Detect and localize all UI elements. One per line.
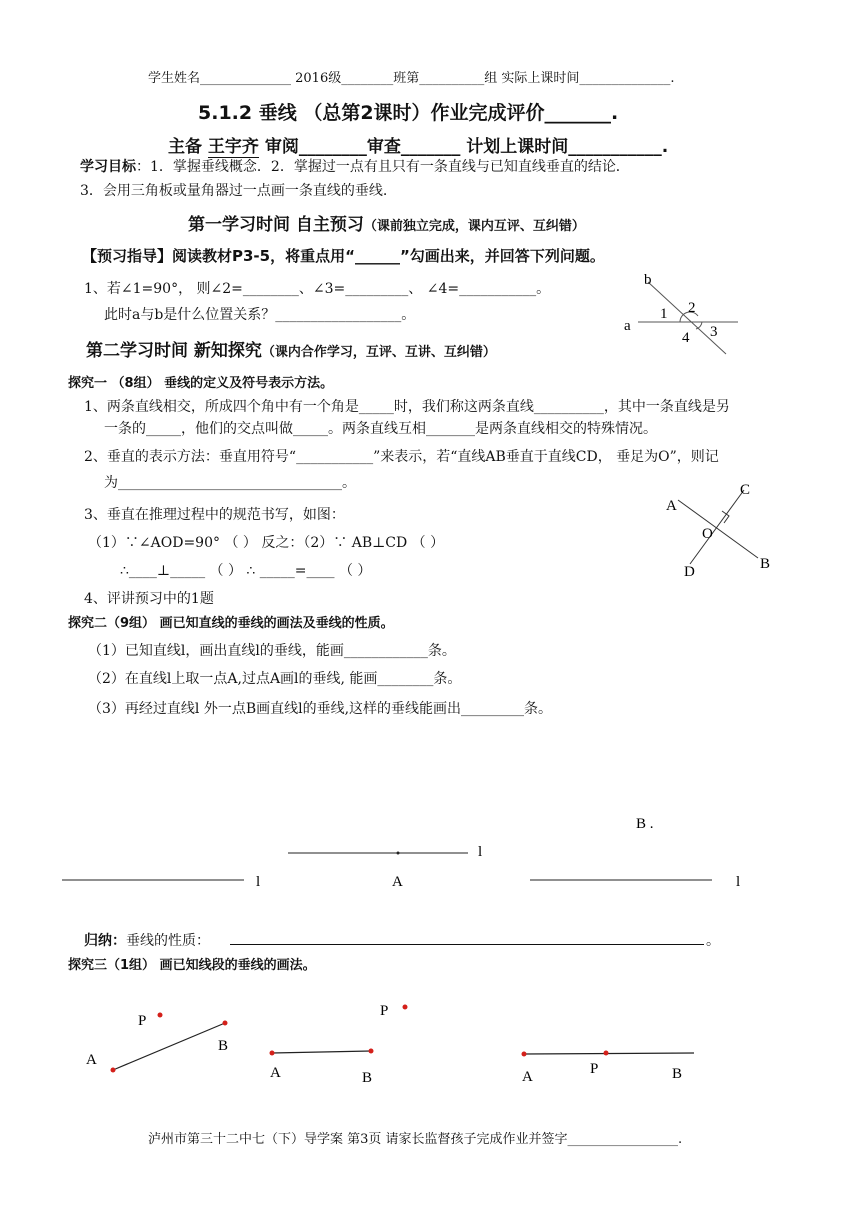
fig1-label-2: 2	[688, 300, 696, 316]
figure-angles	[618, 272, 748, 362]
fig3-label-B: B .	[636, 816, 654, 832]
section1-heading	[188, 210, 585, 235]
summary-end: 。	[706, 933, 720, 949]
explore1-p3b: ∴____⊥_____ （ ） ∴ _____=____ （ ）	[120, 563, 372, 579]
explore1-p3: 3、垂直在推理过程中的规范书写，如图：	[84, 507, 345, 523]
fig4-point-A2	[270, 1051, 275, 1056]
fig2-label-C: C	[740, 482, 751, 498]
section1-title: 第一学习时间 自主预习	[188, 215, 364, 235]
fig1-label-b: b	[644, 272, 652, 288]
section2-heading	[86, 336, 496, 361]
fig4-point-P1	[158, 1013, 163, 1018]
fig4-label-B3: B	[672, 1066, 683, 1082]
fig2-label-A: A	[666, 498, 677, 514]
explore2-title: 探究二（9组） 画已知直线的垂线的画法及垂线的性质。	[68, 616, 394, 631]
goals-line1	[80, 156, 630, 176]
explore1-p2b: 为________________________________。	[104, 475, 356, 491]
section2-note: （课内合作学习，互评、互讲、互纠错）	[261, 345, 496, 360]
fig1-label-3: 3	[710, 324, 718, 340]
explore1-p2a: 2、垂直的表示方法：垂直用符号“___________”来表示，若“直线AB垂直于直线CD， 垂足为O”，则记	[84, 449, 719, 465]
summary	[84, 930, 210, 950]
question-1: 1、若∠1=90°， 则∠2=________、∠3=_________、 ∠4=___________。	[84, 281, 551, 297]
fig1-label-a: a	[624, 318, 631, 334]
subtitle-prefix: 主备	[168, 137, 202, 157]
explore1-title: 探究一 （8组） 垂线的定义及符号表示方法。	[68, 376, 334, 391]
subtitle-author: 王宇齐	[207, 137, 259, 157]
footer-line: 泸州市第三十二中七（下）导学案 第3页 请家长监督孩子完成作业并签字_________________.	[148, 1132, 683, 1147]
explore1-p1b: 一条的_____，他们的交点叫做_____。两条直线互相_______是两条直线相交的特殊情况。	[104, 421, 657, 437]
explore1-p4: 4、评讲预习中的1题	[84, 591, 214, 607]
summary-blank	[230, 944, 704, 945]
subtitle	[168, 132, 668, 157]
goals-label: 学习目标	[80, 159, 136, 175]
fig4-label-A3: A	[522, 1069, 533, 1085]
question-1b: 此时a与b是什么位置关系？__________________。	[104, 307, 416, 323]
fig2-label-B: B	[760, 556, 771, 572]
figure-segments	[0, 990, 860, 1100]
preview-guide: 【预习指导】阅读教材P3-5，将重点用“______”勾画出来，并回答下列问题。	[82, 247, 605, 265]
explore2-q2: （2）在直线l上取一点A,过点A画l的垂线, 能画________条。	[88, 671, 462, 687]
fig4-label-A1: A	[86, 1052, 97, 1068]
page-title: 5.1.2 垂线 （总第2课时）作业完成评价_______.	[198, 102, 619, 124]
fig4-label-A2: A	[270, 1065, 281, 1081]
section1-note: （课前独立完成，课内互评、互纠错）	[363, 219, 585, 234]
fig2-label-O: O	[702, 526, 713, 542]
goals-line2: 3．会用三角板或量角器过一点画一条直线的垂线.	[80, 183, 388, 199]
explore2-q3: （3）再经过直线l 外一点B画直线l的垂线,这样的垂线能画出_________条。	[88, 701, 553, 717]
fig4-point-P2	[403, 1005, 408, 1010]
explore1-p3a: （1）∵∠AOD=90° （ ） 反之：（2）∵ AB⊥CD （ ）	[88, 535, 445, 551]
fig4-point-A3	[522, 1052, 527, 1057]
fig3-label-l3: l	[736, 874, 741, 890]
figure-lines-l	[0, 800, 860, 900]
fig4-point-B2	[369, 1049, 374, 1054]
fig1-label-4: 4	[682, 330, 690, 346]
explore1-p1a: 1、两条直线相交，所成四个角中有一个角是_____时，我们称这两条直线__________，其中一条直线是另	[84, 399, 730, 415]
fig1-label-1: 1	[660, 306, 668, 322]
fig4-label-P3: P	[590, 1061, 599, 1077]
explore3-title: 探究三（1组） 画已知线段的垂线的画法。	[68, 958, 316, 973]
subtitle-rest: 审阅________审查_______ 计划上课时间___________.	[264, 137, 669, 157]
fig4-point-P3	[604, 1051, 609, 1056]
summary-text: 垂线的性质：	[126, 933, 210, 949]
fig4-label-P1: P	[138, 1013, 147, 1029]
fig4-label-P2: P	[380, 1003, 389, 1019]
goals-text1: ：1．掌握垂线概念．2．掌握过一点有且只有一条直线与已知直线垂直的结论．	[136, 159, 630, 175]
fig2-label-D: D	[684, 564, 695, 580]
fig4-label-B1: B	[218, 1038, 229, 1054]
fig4-point-A1	[111, 1068, 116, 1073]
fig3-point-A	[397, 852, 400, 855]
figure-perpendicular	[660, 480, 780, 580]
explore2-q1: （1）已知直线l，画出直线l的垂线，能画____________条。	[88, 643, 456, 659]
fig3-label-l2: l	[478, 844, 483, 860]
summary-label: 归纳：	[84, 933, 126, 949]
fig3-label-A: A	[392, 874, 403, 890]
section2-title: 第二学习时间 新知探究	[86, 341, 262, 361]
fig4-point-B1	[223, 1021, 228, 1026]
fig3-label-l1: l	[256, 874, 261, 890]
fig4-label-B2: B	[362, 1070, 373, 1086]
header-line: 学生姓名______________ 2016级________班第__________组 实际上课时间______________.	[148, 71, 675, 86]
